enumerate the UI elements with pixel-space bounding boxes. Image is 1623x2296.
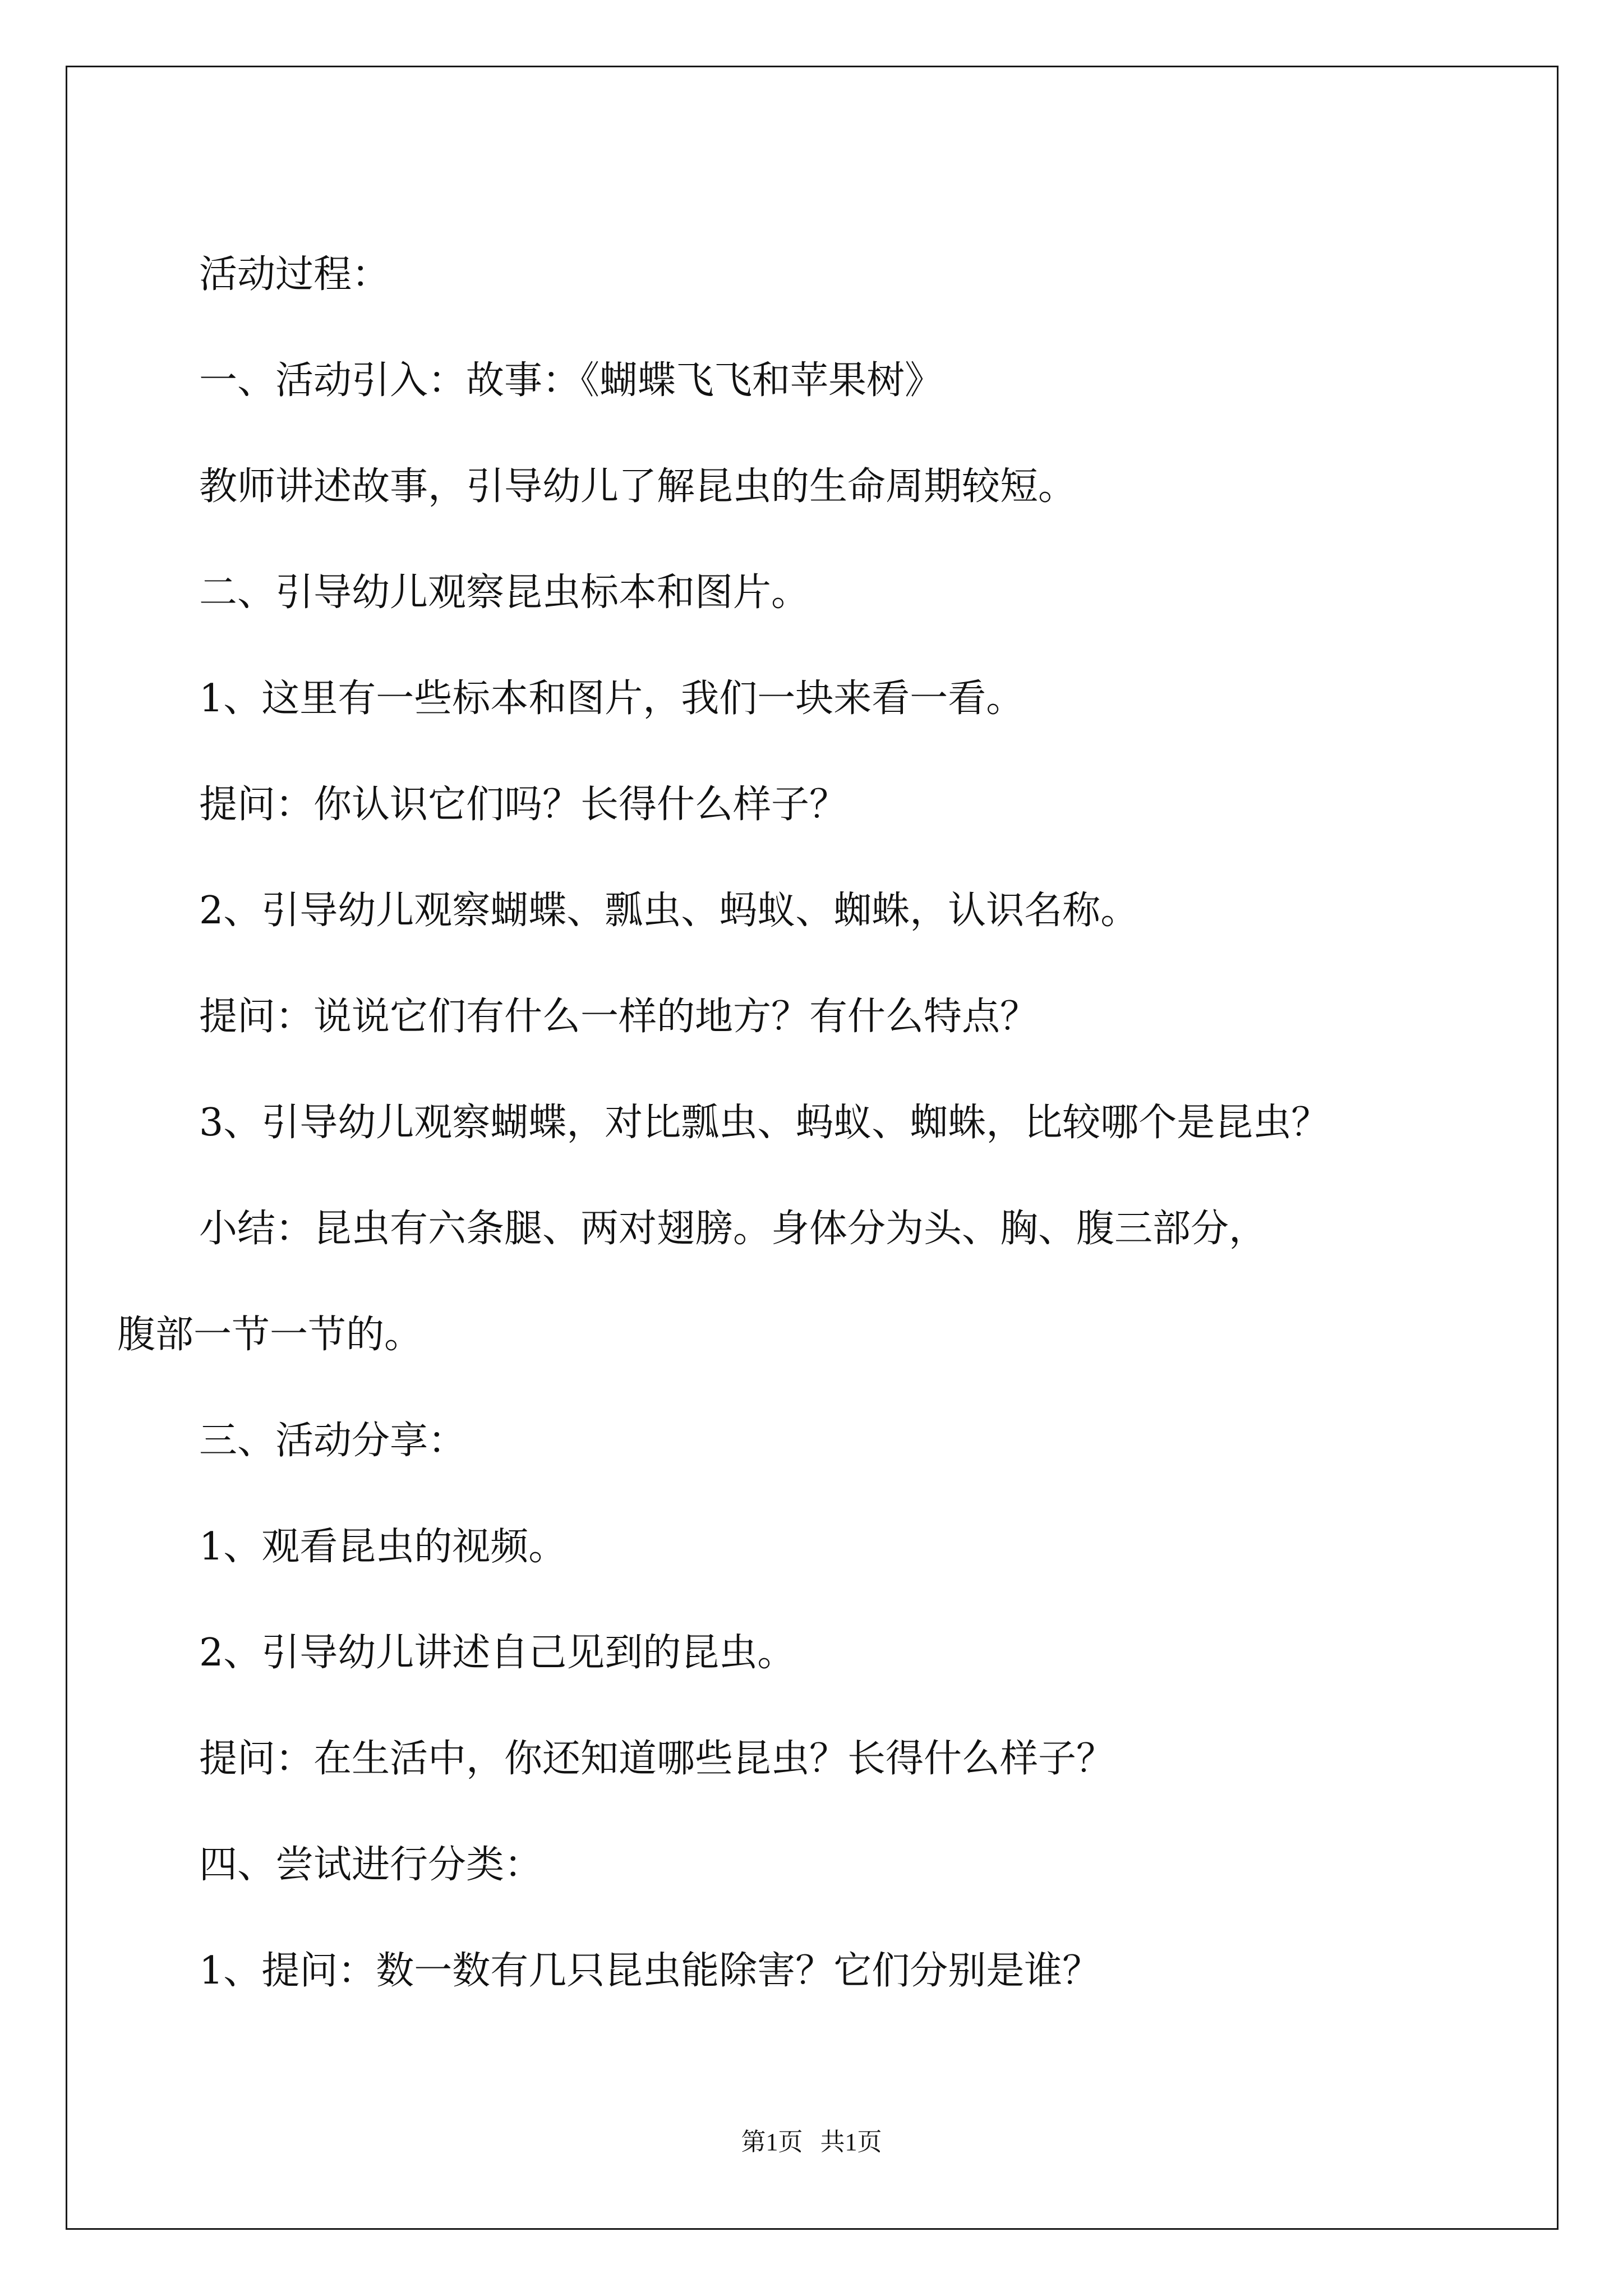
paragraph-question-3: 提问：在生活中，你还知道哪些昆虫？长得什么样子？ — [199, 1737, 1115, 1781]
paragraph-classify-1: 1、提问：数一数有几只昆虫能除害？它们分别是谁？ — [199, 1949, 1101, 1993]
page-number: 第1页 — [741, 2128, 803, 2156]
paragraph-share-2: 2、引导幼儿讲述自己见到的昆虫。 — [199, 1631, 796, 1675]
paragraph-story: 教师讲述故事，引导幼儿了解昆虫的生命周期较短。 — [199, 464, 1077, 509]
page-total: 共1页 — [820, 2128, 882, 2156]
paragraph-share-1: 1、观看昆虫的视频。 — [199, 1525, 567, 1569]
paragraph-section-1: 一、活动引入：故事：《蝴蝶飞飞和苹果树》 — [199, 358, 943, 403]
summary-line-1: 小结：昆虫有六条腿、两对翅膀。身体分为头、胸、腹三部分， — [199, 1207, 1267, 1251]
paragraph-question-1: 提问：你认识它们吗？长得什么样子？ — [199, 783, 848, 827]
summary-line-2: 腹部一节一节的。 — [117, 1313, 423, 1357]
document-body — [117, 222, 1455, 2024]
paragraph-item-3: 3、引导幼儿观察蝴蝶，对比瓢虫、蚂蚁、蜘蛛，比较哪个是昆虫？ — [199, 1101, 1330, 1145]
paragraph-section-4: 四、尝试进行分类： — [199, 1843, 543, 1887]
paragraph-process-heading: 活动过程： — [199, 252, 390, 297]
page-footer — [0, 2122, 1623, 2157]
paragraph-question-2: 提问：说说它们有什么一样的地方？有什么特点？ — [199, 995, 1039, 1039]
paragraph-section-2: 二、引导幼儿观察昆虫标本和图片。 — [199, 570, 810, 615]
paragraph-item-1: 1、这里有一些标本和图片，我们一块来看一看。 — [199, 677, 1025, 721]
paragraph-section-3: 三、活动分享： — [199, 1419, 467, 1463]
paragraph-item-2: 2、引导幼儿观察蝴蝶、瓢虫、蚂蚁、蜘蛛，认识名称。 — [199, 889, 1139, 933]
paragraph-summary — [117, 1176, 1455, 1388]
